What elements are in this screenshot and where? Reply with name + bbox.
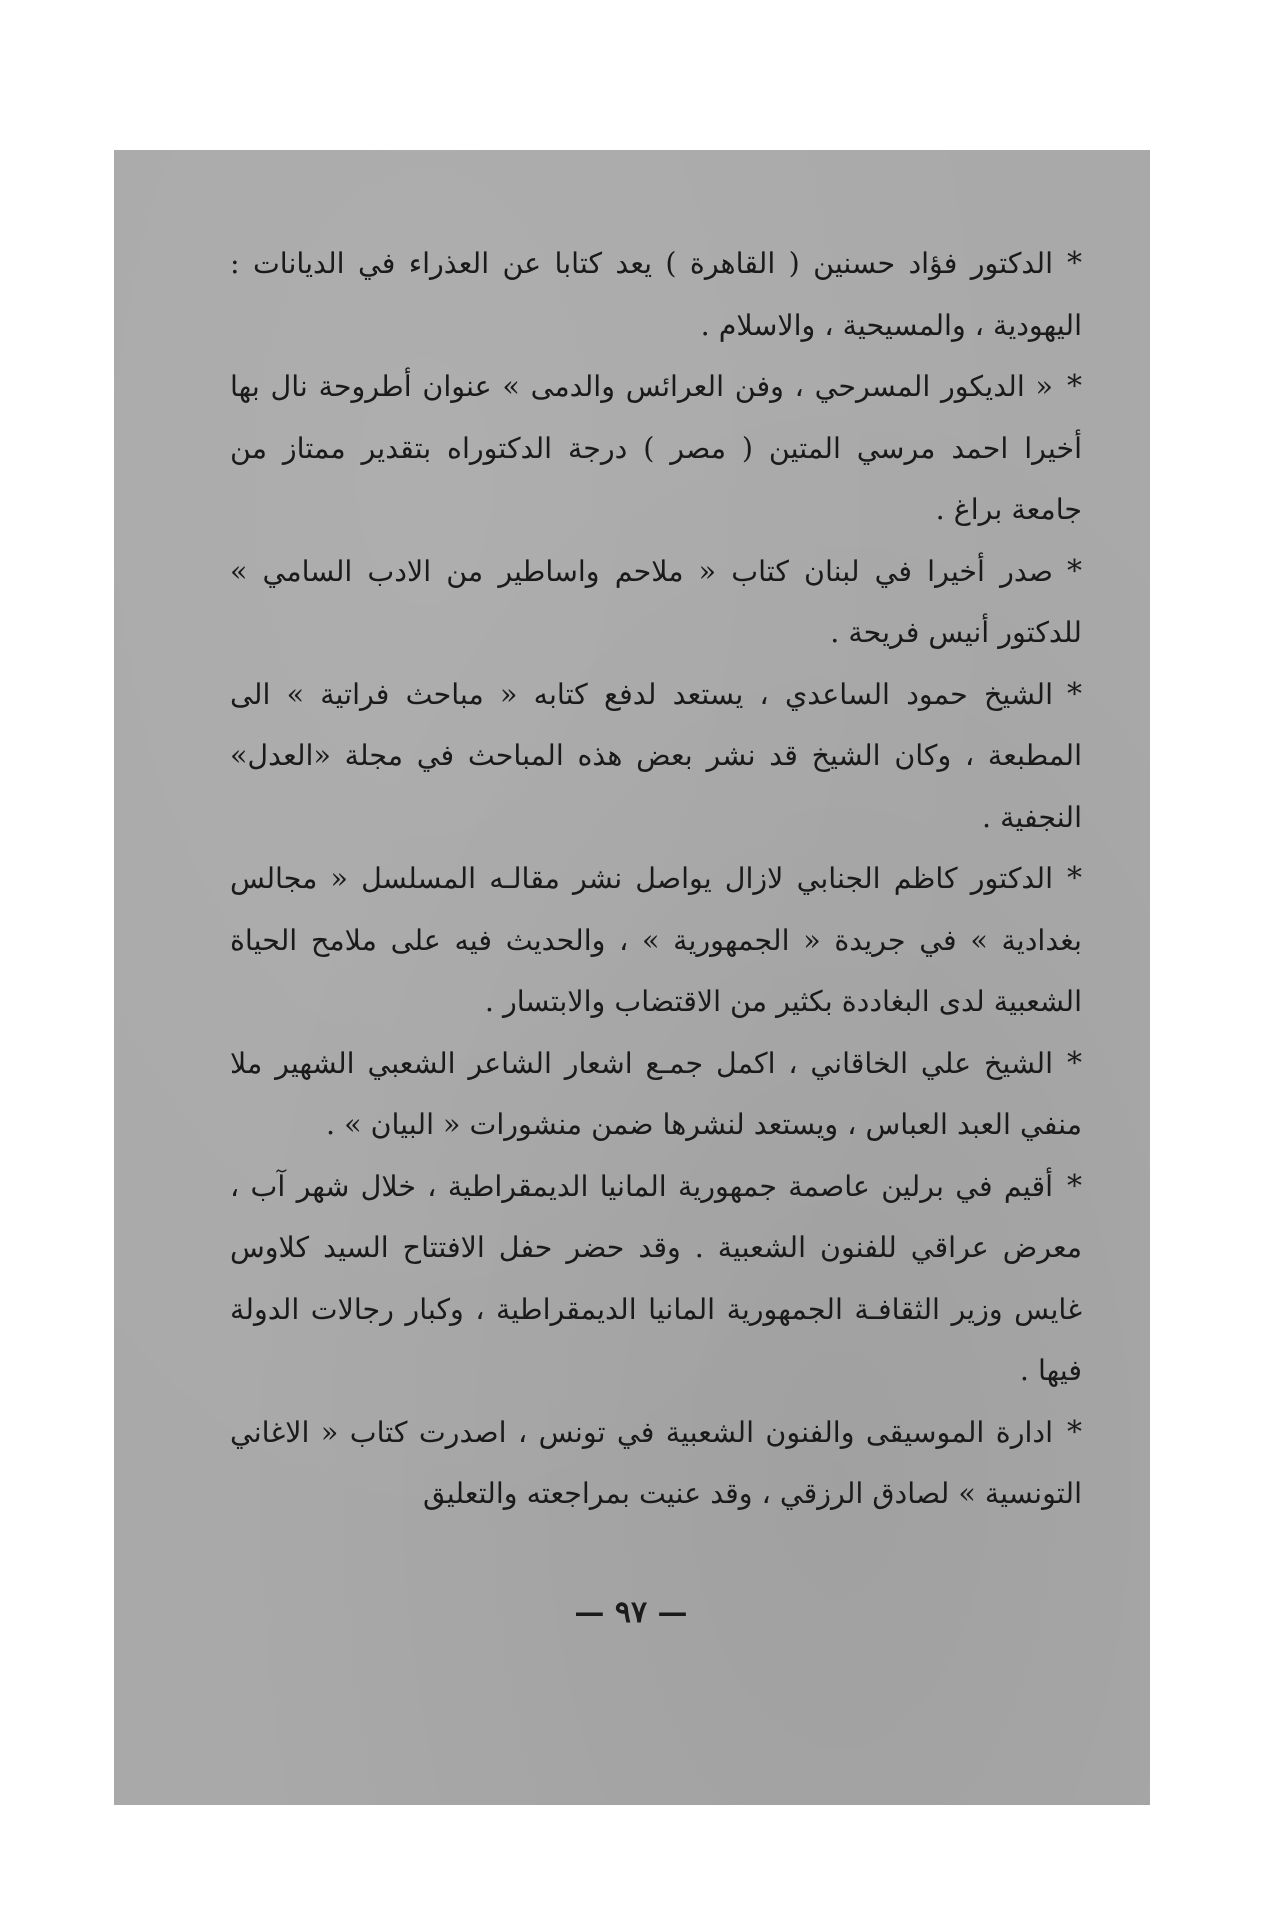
asterisk-bullet-icon: * [1067,676,1082,712]
news-item-7 [230,1156,1082,1402]
news-item-3 [230,541,1082,664]
page-number: — ٩٧ — [574,1595,688,1630]
article-body [230,233,1082,1525]
news-item-text: أقيم في برلين عاصمة جمهورية المانيا الديمقراطية ، خلال شهر آب ، معرض عراقي للفنون الشعبية . وقد حضر حفل الافتتاح السيد كلاوس غايس وزير الثقافـة الجمهورية المانيا الديمقراطية ، وكبار رجالات الدولة فيها . [230,1169,1082,1387]
asterisk-bullet-icon: * [1067,553,1082,589]
news-item-text: الدكتور فؤاد حسنين ( القاهرة ) يعد كتابا عن العذراء في الديانات : اليهودية ، والمسيحية ، والاسلام . [230,247,1082,342]
asterisk-bullet-icon: * [1067,369,1082,404]
news-item-text: « الديكور المسرحي ، وفن العرائس والدمى » عنوان أطروحة نال بها أخيرا احمد مرسي المتين ( مصر ) درجة الدكتوراه بتقدير ممتاز من جامعة براغ . [230,370,1082,526]
news-item-text: ادارة الموسيقى والفنون الشعبية في تونس ، اصدرت كتاب « الاغاني التونسية » لصادق الرزقي ، وقد عنيت بمراجعته والتعليق [230,1415,1082,1510]
asterisk-bullet-icon: * [1067,1045,1082,1081]
news-item-8 [230,1402,1082,1525]
news-item-text: صدر أخيرا في لبنان كتاب « ملاحم واساطير من الادب السامي » للدكتور أنيس فريحة . [230,554,1082,649]
news-item-text: الدكتور كاظم الجنابي لازال يواصل نشر مقالـه المسلسل « مجالس بغدادية » في جريدة « الجمهورية » ، والحديث فيه على ملامح الحياة الشعبية لدى البغاددة بكثير من الاقتضاب والابتسار . [230,862,1082,1018]
asterisk-bullet-icon: * [1067,861,1082,896]
news-item-1 [230,233,1082,356]
news-item-text: الشيخ حمود الساعدي ، يستعد لدفع كتابه « مباحث فراتية » الى المطبعة ، وكان الشيخ قد نشر بعض هذه المباحث في مجلة «العدل» النجفية . [230,677,1082,834]
news-item-4 [230,664,1082,849]
news-item-text: الشيخ علي الخاقاني ، اكمل جمـع اشعار الشاعر الشعبي الشهير ملا منفي العبد العباس ، ويستعد لنشرها ضمن منشورات « البيان » . [230,1046,1082,1141]
news-item-2 [230,356,1082,541]
news-item-5 [230,848,1082,1033]
asterisk-bullet-icon: * [1067,246,1082,281]
news-item-6 [230,1033,1082,1156]
asterisk-bullet-icon: * [1067,1414,1082,1450]
asterisk-bullet-icon: * [1067,1168,1082,1204]
